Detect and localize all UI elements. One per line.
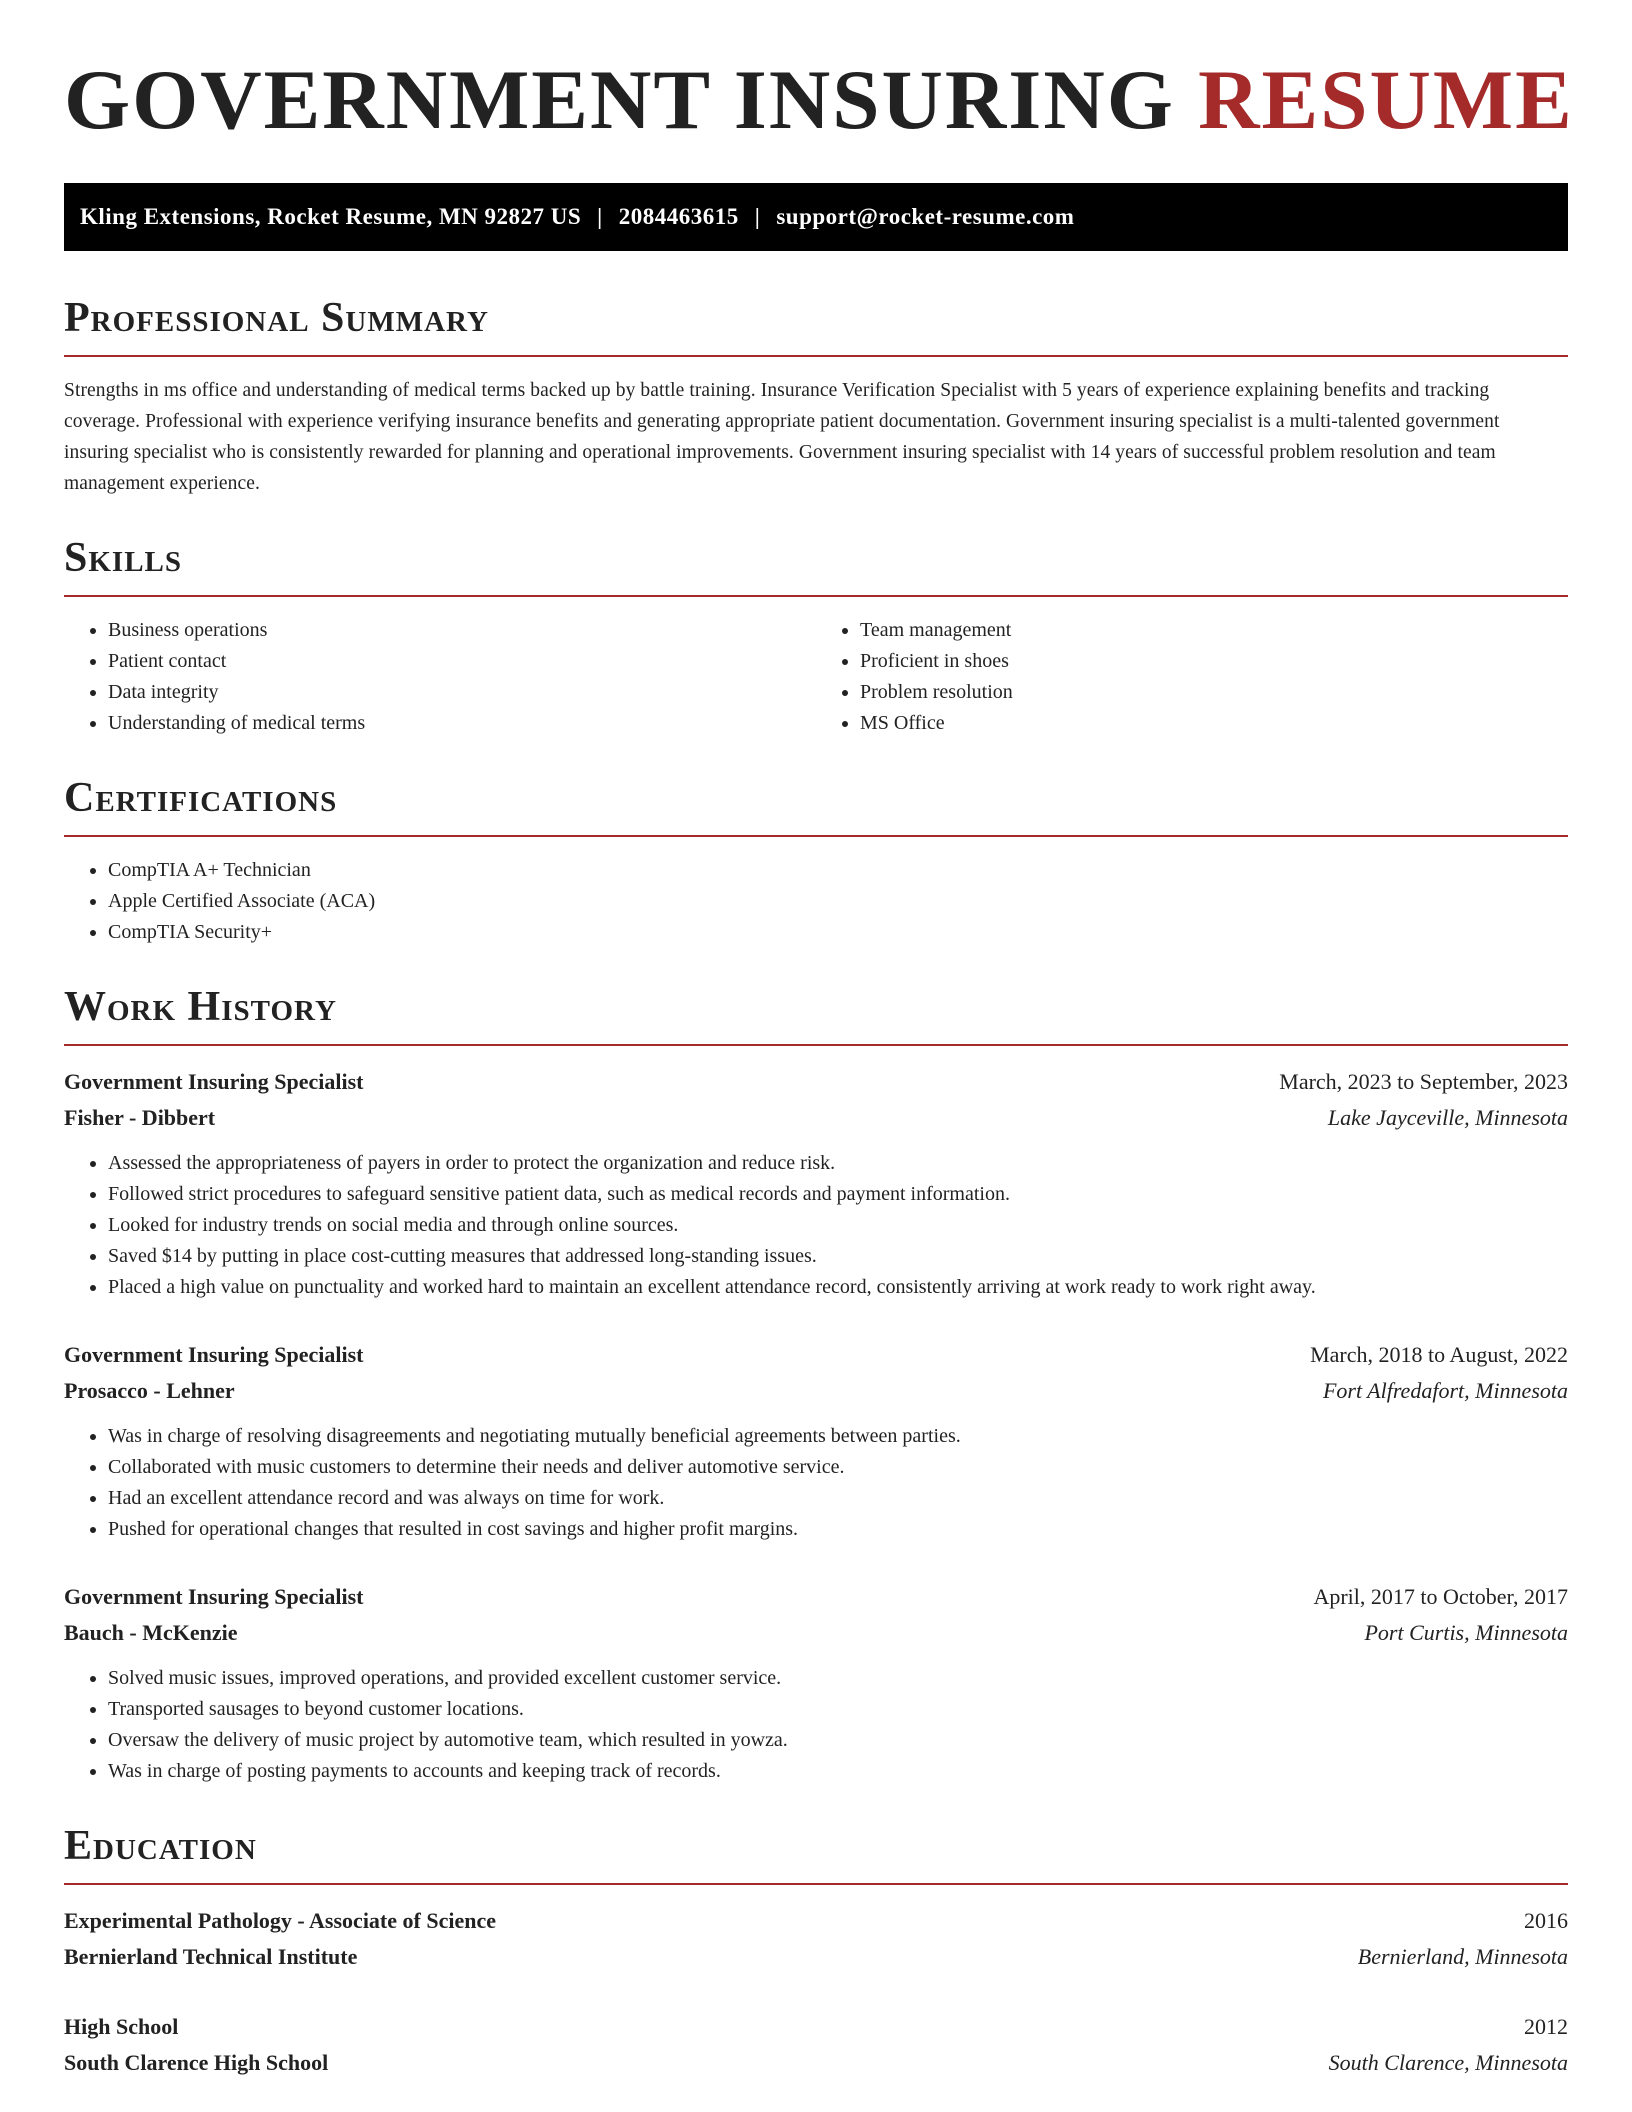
list-item: • Was in charge of posting payments to accounts and keeping track of records.	[108, 1756, 1568, 1787]
skills-list-left	[64, 615, 816, 739]
job-company-row	[64, 1615, 1568, 1651]
list-item: • Collaborated with music customers to determine their needs and deliver automotive service.	[108, 1452, 1568, 1483]
list-item: • Problem resolution	[860, 677, 1568, 708]
education-section	[64, 1825, 1568, 2081]
job-bullets	[64, 1421, 1568, 1545]
list-item: • Followed strict procedures to safeguard sensitive patient data, such as medical records and payment information.	[108, 1179, 1568, 1210]
education-degree: High School	[64, 2014, 179, 2039]
list-item: • Team management	[860, 615, 1568, 646]
job-bullets	[64, 1663, 1568, 1787]
skills-list-right	[816, 615, 1568, 739]
contact-address: Kling Extensions, Rocket Resume, MN 92827 US	[80, 204, 582, 229]
contact-separator: |	[597, 204, 603, 229]
job-company-row	[64, 1373, 1568, 1409]
education-school-row	[64, 1939, 1568, 1975]
work-history-section	[64, 986, 1568, 1787]
job-title: Government Insuring Specialist	[64, 1342, 364, 1367]
list-item: • Understanding of medical terms	[108, 708, 816, 739]
job-entry	[64, 1337, 1568, 1545]
section-title: Certifications	[64, 775, 338, 821]
job-company: Bauch - McKenzie	[64, 1620, 238, 1645]
list-item: • Assessed the appropriateness of payers in order to protect the organization and reduce risk.	[108, 1148, 1568, 1179]
education-location: South Clarence, Minnesota	[1328, 2050, 1568, 2075]
list-item: • MS Office	[860, 708, 1568, 739]
contact-phone: 2084463615	[618, 204, 739, 229]
section-divider	[64, 835, 1568, 837]
job-dates: March, 2018 to August, 2022	[1310, 1342, 1568, 1367]
list-item: • Data integrity	[108, 677, 816, 708]
list-item: • Was in charge of resolving disagreements and negotiating mutually beneficial agreements between parties.	[108, 1421, 1568, 1452]
skills-section	[64, 537, 1568, 739]
certifications-list	[64, 855, 1568, 948]
education-year: 2016	[1524, 1908, 1568, 1933]
contact-email: support@rocket-resume.com	[776, 204, 1075, 229]
job-location: Fort Alfredafort, Minnesota	[1322, 1378, 1568, 1403]
job-company: Fisher - Dibbert	[64, 1105, 216, 1130]
job-company-row	[64, 1100, 1568, 1136]
job-title: Government Insuring Specialist	[64, 1069, 364, 1094]
job-entry	[64, 1579, 1568, 1787]
education-school: Bernierland Technical Institute	[64, 1944, 358, 1969]
education-location: Bernierland, Minnesota	[1357, 1944, 1568, 1969]
section-divider	[64, 1044, 1568, 1046]
job-location: Port Curtis, Minnesota	[1364, 1620, 1568, 1645]
education-degree-row	[64, 2009, 1568, 2045]
job-header-row	[64, 1064, 1568, 1100]
list-item: • Had an excellent attendance record and was always on time for work.	[108, 1483, 1568, 1514]
list-item: • Oversaw the delivery of music project by automotive team, which resulted in yowza.	[108, 1725, 1568, 1756]
section-title: Skills	[64, 535, 183, 581]
list-item: • CompTIA A+ Technician	[108, 855, 1568, 886]
job-title: Government Insuring Specialist	[64, 1584, 364, 1609]
list-item: • Saved $14 by putting in place cost-cutting measures that addressed long-standing issues.	[108, 1241, 1568, 1272]
list-item: • Business operations	[108, 615, 816, 646]
list-item: • Placed a high value on punctuality and worked hard to maintain an excellent attendance record, consistently arriving at work ready to work right away.	[108, 1272, 1568, 1303]
contact-bar	[64, 183, 1568, 251]
job-bullets	[64, 1148, 1568, 1303]
list-item: • Pushed for operational changes that resulted in cost savings and higher profit margins.	[108, 1514, 1568, 1545]
section-divider	[64, 1883, 1568, 1885]
list-item: • Patient contact	[108, 646, 816, 677]
education-degree: Experimental Pathology - Associate of Science	[64, 1908, 496, 1933]
section-title: Education	[64, 1823, 257, 1869]
education-year: 2012	[1524, 2014, 1568, 2039]
list-item: • Looked for industry trends on social media and through online sources.	[108, 1210, 1568, 1241]
contact-separator: |	[754, 204, 761, 229]
section-title: Work History	[64, 984, 337, 1030]
skills-grid	[64, 615, 1568, 739]
job-header-row	[64, 1337, 1568, 1373]
section-divider	[64, 595, 1568, 597]
list-item: • CompTIA Security+	[108, 917, 1568, 948]
summary-text: Strengths in ms office and understanding of medical terms backed up by battle training. Insurance Verification Specialist with 5 years of experience explaining benefits and tracking coverage. Professional with experience verifying insurance benefits and generating appropriate patient documentation. Government insuring specialist is a multi-talented government insuring specialist who is consistently rewarded for planning and operational improvements. Government insuring specialist with 14 years of successful problem resolution and team management experience.	[64, 380, 1500, 494]
job-header-row	[64, 1579, 1568, 1615]
list-item: • Solved music issues, improved operations, and provided excellent customer service.	[108, 1663, 1568, 1694]
resume-name	[64, 53, 1574, 147]
section-title: Professional Summary	[64, 295, 489, 341]
summary-section	[64, 297, 1568, 499]
education-school-row	[64, 2045, 1568, 2081]
education-entry	[64, 2009, 1568, 2081]
job-dates: April, 2017 to October, 2017	[1313, 1584, 1568, 1609]
job-entry	[64, 1064, 1568, 1303]
list-item: • Proficient in shoes	[860, 646, 1568, 677]
job-location: Lake Jayceville, Minnesota	[1327, 1105, 1568, 1130]
education-entry	[64, 1903, 1568, 1975]
section-divider	[64, 355, 1568, 357]
list-item: • Transported sausages to beyond customer locations.	[108, 1694, 1568, 1725]
job-dates: March, 2023 to September, 2023	[1279, 1069, 1568, 1094]
name-main: GOVERNMENT INSURING	[64, 53, 1175, 147]
education-degree-row	[64, 1903, 1568, 1939]
list-item: • Apple Certified Associate (ACA)	[108, 886, 1568, 917]
name-accent: RESUME	[1198, 53, 1574, 147]
education-school: South Clarence High School	[64, 2050, 329, 2075]
certifications-section	[64, 777, 1568, 948]
job-company: Prosacco - Lehner	[64, 1378, 235, 1403]
